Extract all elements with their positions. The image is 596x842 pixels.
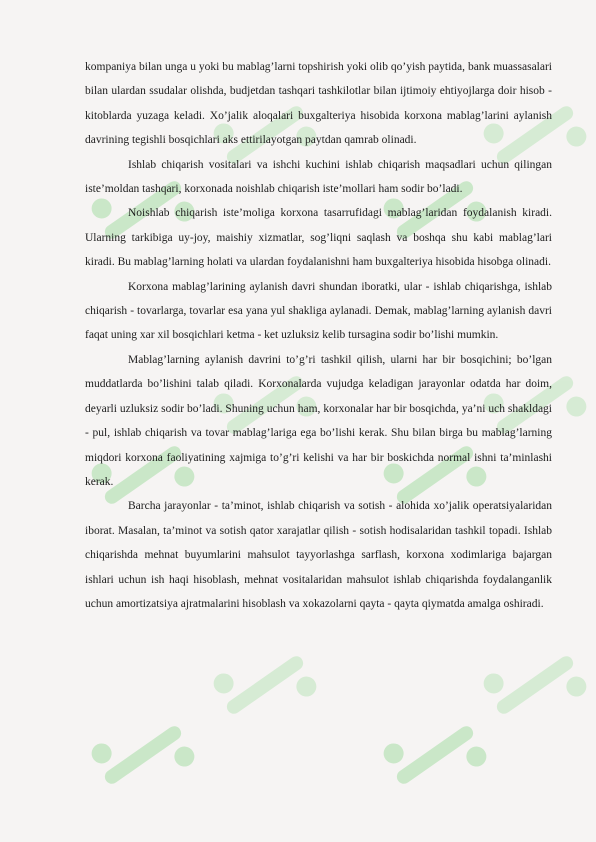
paragraph: Barcha jarayonlar - ta’minot, ishlab chiqarish va sotish - alohida xo’jalik operatsiyalaridan iborat. Masalan, ta’minot va sotish qator xarajatlar qilish - sotish hodisalaridan tashkil topadi. Ishlab chiqarishda mehnat buyumlarini mahsulot tayyorlashga sarflash, korxona xodimlariga bajargan ishlari uchun ish haqi hisoblash, mehnat vositalaridan mahsulot ishlab chiqarishda foydalanganlik uchun amortizatsiya ajratmalarini hisoblash va xokazolarni qayta - qayta qiymatda amalga oshiradi. [85,500,552,610]
paragraph: kompaniya bilan unga u yoki bu mablag’larni topshirish yoki olib qo’yish paytida, bank muassasalari bilan ulardan ssudalar olishda, budjetdan tashqari tashkilotlar bilan ijtimoiy ehtiyojlarga doir hisob - kitoblarda yuzaga keladi. Xo’jalik aloqalari buxgalteriya hisobida korxona mablag’larini aylanish davrining tegishli bosqichlari aks ettirilayotgan paytdan qamrab olinadi. [85,61,552,147]
paragraph: Mablag’larning aylanish davrini to’g’ri tashkil qilish, ularni har bir bosqichini; bo’lgan muddatlarda bo’lishini talab qiladi. Korxonalarda vujudga keladigan jarayonlar odatda har doim, deyarli uzluksiz sodir bo’ladi. Shuning uchun ham, korxonalar har bir bosqichda, ya’ni uch shakldagi - pul, ishlab chiqarish va tovar mablag’lariga ega bo’lishi kerak. Shu bilan birga bu mablag’larning miqdori korxona faoliyatining xajmiga to’g’ri kelishi va har bir boskichda normal ishni ta’minlashi kerak. [85,353,552,488]
paragraph: Korxona mablag’larining aylanish davri shundan iboratki, ular - ishlab chiqarishga, ishlab chiqarish - tovarlarga, tovarlar esa yana yul shakliga aylanadi. Demak, mablag’larning aylanish davri faqat uning xar xil bosqichlari ketma - ket uzluksiz kelib tursagina sodir bo’lishi mumkin. [85,280,552,342]
watermark-logo [470,620,596,750]
body-text [85,55,552,616]
watermark-logo [200,620,330,750]
watermark-logo [370,690,500,820]
watermark-logo [78,690,208,820]
paragraph: Ishlab chiqarish vositalari va ishchi kuchini ishlab chiqarish maqsadlari uchun qilingan iste’moldan tashqari, korxonada noishlab chiqarish iste’mollari ham sodir bo’ladi. [85,158,552,196]
paragraph: Noishlab chiqarish iste’moliga korxona tasarrufidagi mablag’laridan foydalanish kiradi. Ularning tarkibiga uy-joy, maishiy xizmatlar, sog’liqni saqlash va boshqa shu kabi mablag’lari kiradi. Bu mablag’larning holati va ulardan foydalanishni ham buxgalteriya hisobida hisobga olinadi. [85,207,552,269]
